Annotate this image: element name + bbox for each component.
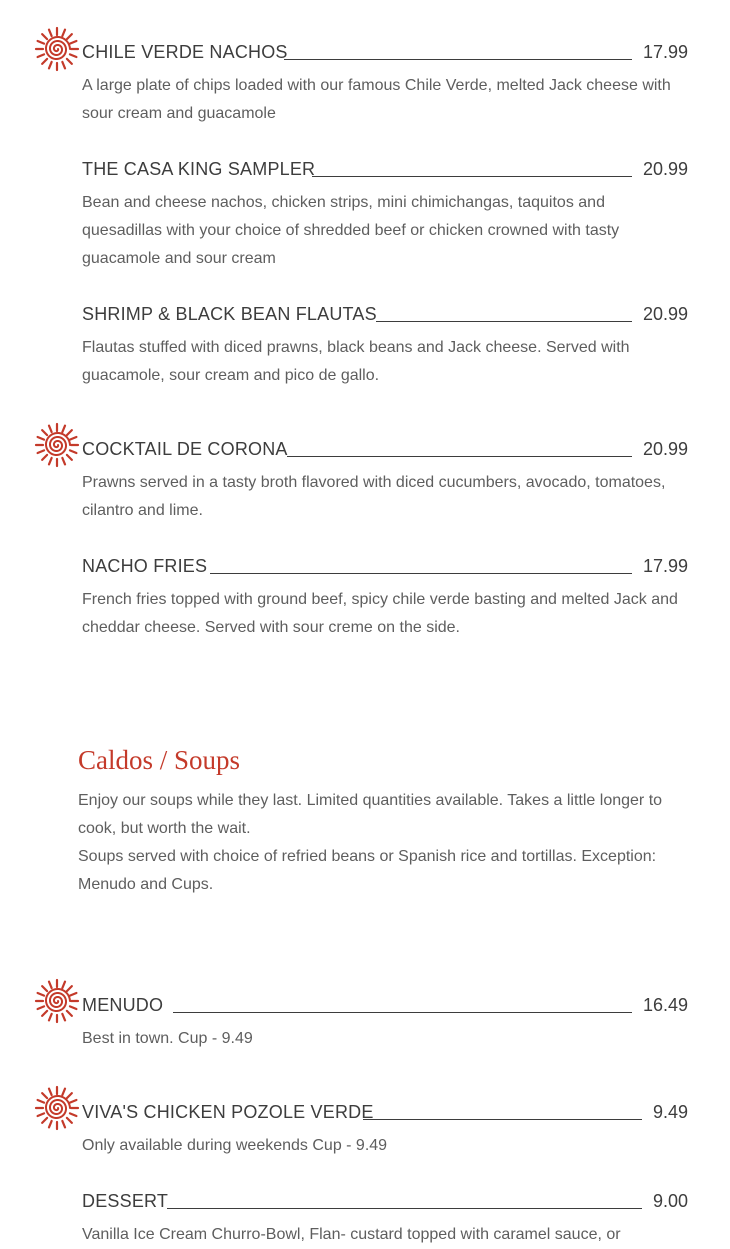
leader-line — [363, 1119, 642, 1120]
leader-line — [287, 456, 632, 457]
menu-item-name: SHRIMP & BLACK BEAN FLAUTAS — [82, 302, 387, 326]
menu-item — [82, 40, 688, 128]
menu-item-name: VIVA'S CHICKEN POZOLE VERDE — [82, 1100, 384, 1124]
menu-item — [82, 437, 688, 525]
section-intro-text: Soups served with choice of refried beans or Spanish rice and tortillas. Exception: Menudo and Cups. — [78, 848, 657, 893]
menu-item — [82, 302, 688, 390]
menu-item-description: Bean and cheese nachos, chicken strips, mini chimichangas, taquitos and quesadillas with your choice of shredded beef or chicken crowned with tasty guacamole and sour cream — [82, 194, 620, 267]
leader-line — [210, 573, 632, 574]
leader-line — [376, 321, 632, 322]
menu-item-price: 9.00 — [652, 1191, 688, 1211]
spiral-sun-icon — [34, 1085, 80, 1131]
menu-item-description: A large plate of chips loaded with our famous Chile Verde, melted Jack cheese with sour cream and guacamole — [82, 77, 671, 122]
menu-item-price: 17.99 — [642, 42, 688, 62]
section-intro-text: Enjoy our soups while they last. Limited quantities available. Takes a little longer to cook, but worth the wait. — [78, 792, 663, 837]
menu-item-name: THE CASA KING SAMPLER — [82, 157, 325, 181]
section-title: Caldos / Soups — [78, 745, 241, 775]
menu-item — [82, 157, 688, 273]
menu-item-price: 17.99 — [642, 556, 688, 576]
menu-item-name: NACHO FRIES — [82, 554, 217, 578]
leader-line — [312, 176, 632, 177]
spiral-sun-icon — [34, 978, 80, 1024]
menu-item-name: CHILE VERDE NACHOS — [82, 40, 298, 64]
menu-item — [82, 554, 688, 642]
menu-item — [82, 1189, 688, 1249]
menu-item — [82, 993, 688, 1053]
leader-line — [167, 1208, 642, 1209]
menu-item-price: 20.99 — [642, 439, 688, 459]
menu-item-description: Best in town. Cup - 9.49 — [82, 1030, 253, 1047]
menu-item-price: 20.99 — [642, 304, 688, 324]
leader-line — [284, 59, 632, 60]
spiral-sun-icon — [34, 422, 80, 468]
section-intro — [78, 787, 698, 899]
menu-item-price: 20.99 — [642, 159, 688, 179]
menu-item-description: Prawns served in a tasty broth flavored with diced cucumbers, avocado, tomatoes, cilantro and lime. — [82, 474, 666, 519]
menu-item-description: Vanilla Ice Cream Churro-Bowl, Flan- custard topped with caramel sauce, or — [82, 1226, 621, 1243]
menu-item-description: French fries topped with ground beef, spicy chile verde basting and melted Jack and cheddar cheese. Served with sour creme on the side. — [82, 591, 678, 636]
menu-item-name: DESSERT — [82, 1189, 178, 1213]
menu-item-price: 9.49 — [652, 1102, 688, 1122]
menu-item — [82, 1100, 688, 1160]
menu-item-name: MENUDO — [82, 993, 173, 1017]
menu-item-name: COCKTAIL DE CORONA — [82, 437, 298, 461]
menu-item-price: 16.49 — [642, 995, 688, 1015]
menu-item-description: Flautas stuffed with diced prawns, black beans and Jack cheese. Served with guacamole, sour cream and pico de gallo. — [82, 339, 630, 384]
spiral-sun-icon — [34, 26, 80, 72]
leader-line — [173, 1012, 632, 1013]
menu-item-description: Only available during weekends Cup - 9.49 — [82, 1137, 388, 1154]
